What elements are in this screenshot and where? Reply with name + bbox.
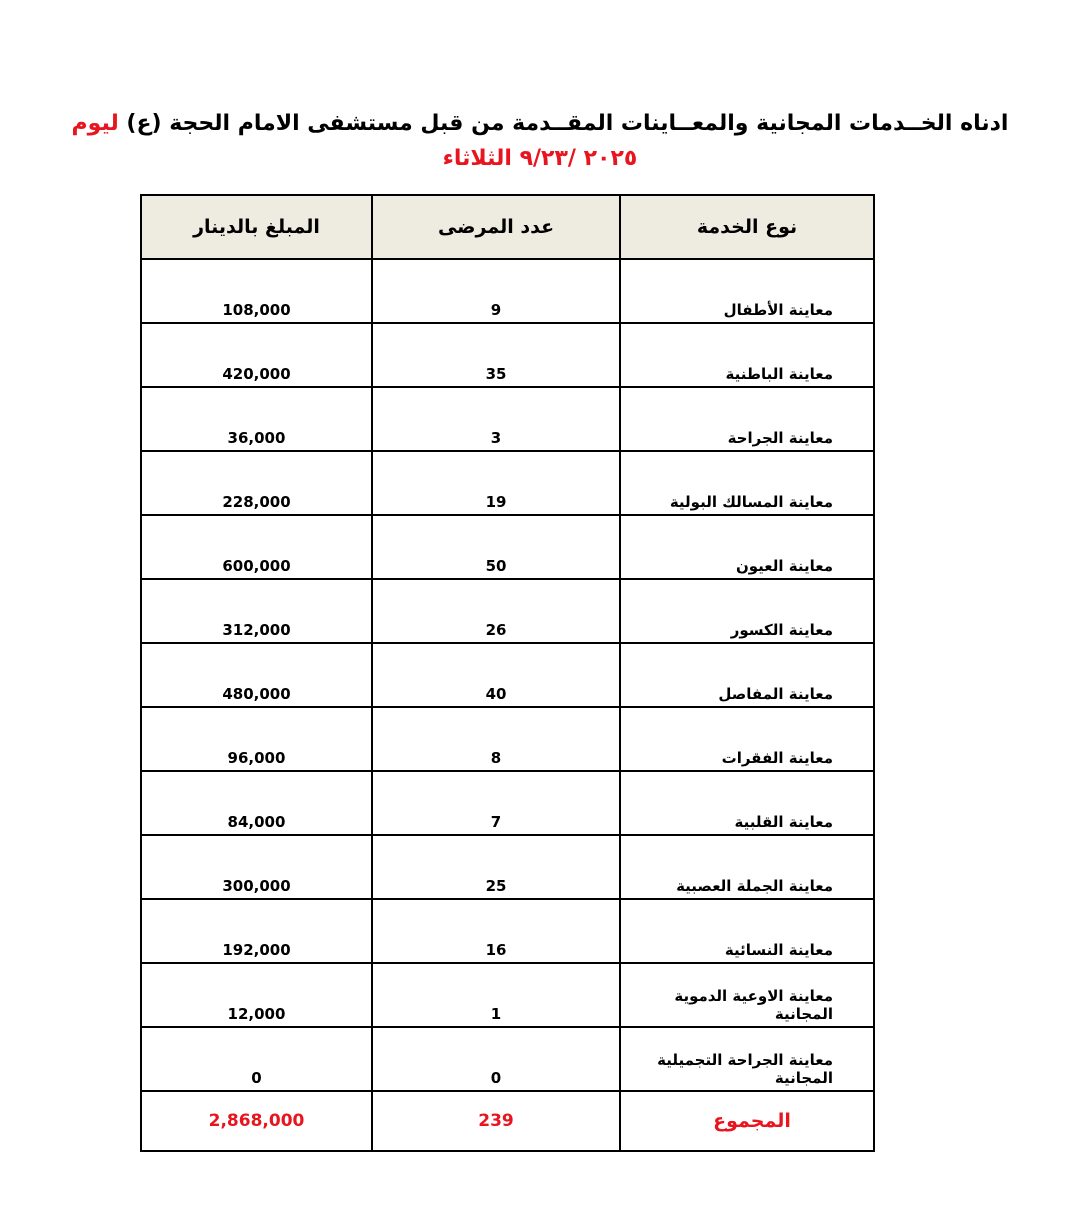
count-cell: 8 [372,707,620,771]
report-title [0,104,1080,176]
table-row [141,707,874,771]
count-cell: 9 [372,259,620,323]
table-row [141,515,874,579]
amount-cell: 420,000 [141,323,372,387]
count-cell: 3 [372,387,620,451]
service-cell: معاينة الكسور [620,579,874,643]
table-body [141,259,874,1151]
amount-cell: 192,000 [141,899,372,963]
services-table [140,194,875,1152]
table-row [141,387,874,451]
table-row [141,835,874,899]
table-row [141,259,874,323]
amount-cell: 84,000 [141,771,372,835]
service-cell: معاينة المفاصل [620,643,874,707]
header-service-type: نوع الخدمة [620,195,874,259]
service-cell: معاينة المسالك البولية [620,451,874,515]
table-row [141,963,874,1027]
service-cell: معاينة الجراحة التجميلية المجانية [620,1027,874,1091]
table-row [141,643,874,707]
total-count: 239 [372,1091,620,1151]
amount-cell: 228,000 [141,451,372,515]
amount-cell: 0 [141,1027,372,1091]
table-row [141,899,874,963]
amount-cell: 300,000 [141,835,372,899]
amount-cell: 312,000 [141,579,372,643]
header-patient-count: عدد المرضى [372,195,620,259]
service-cell: معاينة الاوعية الدموية المجانية [620,963,874,1027]
report-date: ٢٠٢٥ /٩/٢٣ الثلاثاء [442,146,638,171]
count-cell: 25 [372,835,620,899]
count-cell: 16 [372,899,620,963]
count-cell: 26 [372,579,620,643]
service-cell: معاينة الباطنية [620,323,874,387]
table-row [141,1027,874,1091]
table-row [141,579,874,643]
service-cell: معاينة القلبية [620,771,874,835]
total-amount: 2,868,000 [141,1091,372,1151]
service-cell: معاينة الأطفال [620,259,874,323]
title-main-text: ادناه الخــدمات المجانية والمعــاينات المقــدمة من قبل مستشفى الامام الحجة (ع) [126,111,1009,136]
service-cell: معاينة الجراحة [620,387,874,451]
header-amount: المبلغ بالدينار [141,195,372,259]
amount-cell: 96,000 [141,707,372,771]
amount-cell: 12,000 [141,963,372,1027]
count-cell: 19 [372,451,620,515]
service-cell: معاينة الفقرات [620,707,874,771]
count-cell: 50 [372,515,620,579]
total-label: المجموع [620,1091,874,1151]
amount-cell: 36,000 [141,387,372,451]
service-cell: معاينة الجملة العصبية [620,835,874,899]
table-row [141,451,874,515]
amount-cell: 480,000 [141,643,372,707]
count-cell: 35 [372,323,620,387]
table-row [141,323,874,387]
total-row [141,1091,874,1151]
amount-cell: 600,000 [141,515,372,579]
count-cell: 40 [372,643,620,707]
table-header-row [141,195,874,259]
count-cell: 7 [372,771,620,835]
table-row [141,771,874,835]
title-day-word: ليوم [71,111,119,136]
count-cell: 1 [372,963,620,1027]
service-cell: معاينة العيون [620,515,874,579]
count-cell: 0 [372,1027,620,1091]
report-title-line1 [0,104,1080,144]
service-cell: معاينة النسائية [620,899,874,963]
amount-cell: 108,000 [141,259,372,323]
